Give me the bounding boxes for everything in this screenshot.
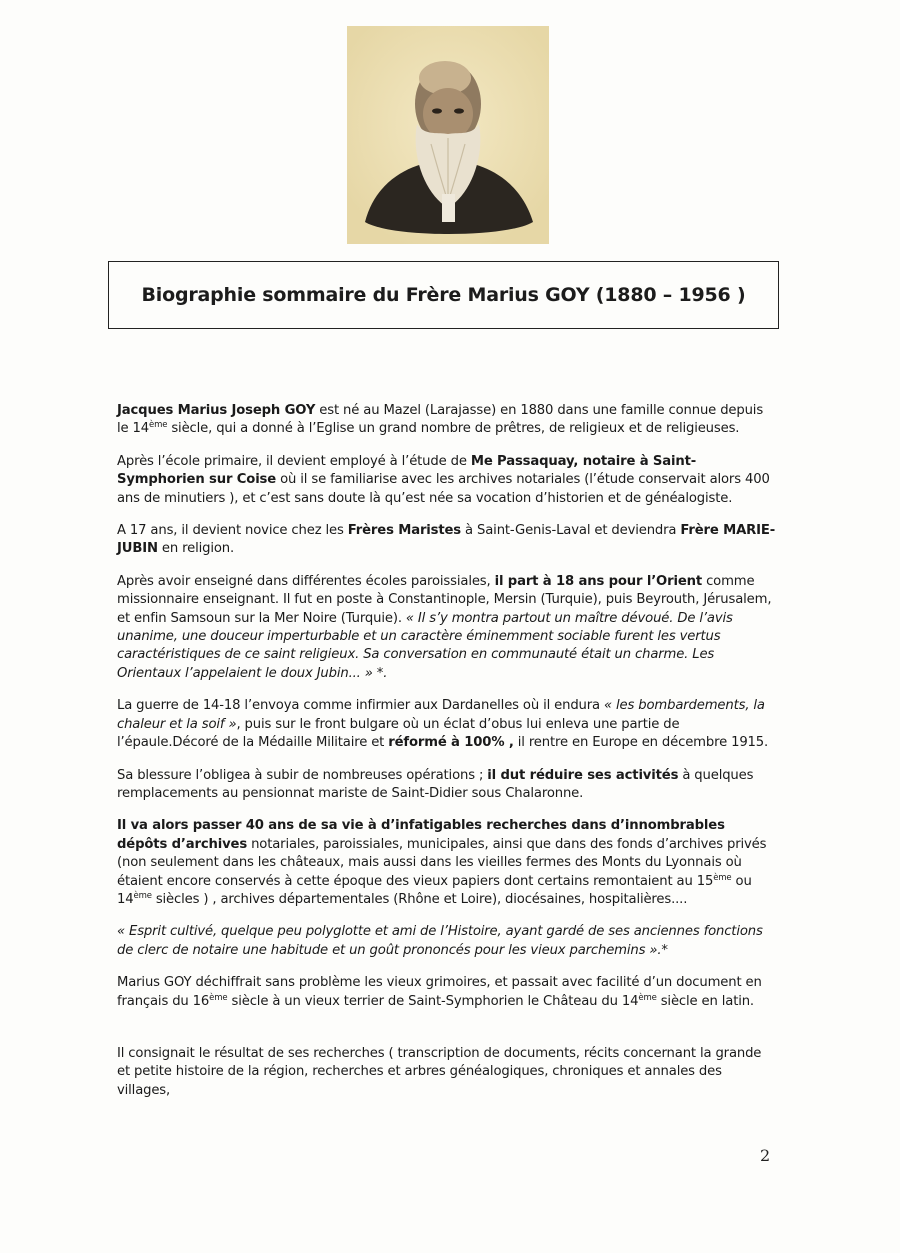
italic-quote: « Il s’y montra partout un maître dévoué. De l’avis unanime, une douceur imperturbable et un caractère éminemment sociable furent les vertus caractéristiques de ce saint religieux. Sa conversation en communauté était un charme. Les Orientaux l’appelaient le doux Jubin... » *. (117, 610, 733, 681)
bold-text: Me Passaquay, notaire à Saint-Symphorien sur Coise (117, 453, 697, 488)
superscript: ème (209, 992, 228, 1003)
bold-text: Frère MARIE-JUBIN (117, 523, 776, 557)
superscript: ème (133, 890, 152, 901)
paragraph-injury (117, 767, 777, 804)
text: Après avoir enseigné dans différentes écoles paroissiales, (117, 573, 495, 589)
paragraph-novice (117, 522, 777, 559)
text: Il consignait le résultat de ses recherches ( transcription de documents, récits concernant la grande et petite histoire de la région, recherches et arbres généalogiques, chroniques et annales des villages, (117, 1045, 762, 1098)
text: A 17 ans, il devient novice chez les (117, 523, 348, 539)
bold-text: réformé à 100% , (388, 735, 514, 751)
text: à Saint-Genis-Laval et deviendra (461, 523, 681, 539)
portrait-photo (347, 26, 549, 244)
text: est né au Mazel (Larajasse) en 1880 dans une famille connue depuis le 14 (117, 403, 764, 437)
bold-text: il part à 18 ans pour l’Orient (494, 573, 703, 589)
text: , puis sur le front bulgare où un éclat d’obus lui enleva une partie de l’épaule.Décoré de la Médaille Militaire et (117, 716, 680, 751)
text: notariales, paroissiales, municipales, ainsi que dans des fonds d’archives privés (non seulement dans les châteaux, mais aussi dans les vieilles fermes des Monts du Lyonnais où étaient encore conservés à cette époque des vieux papiers dont certains remontaient au 15 (117, 836, 767, 889)
text: ou 14 (117, 873, 752, 907)
bold-text: il dut réduire ses activités (487, 767, 679, 783)
paragraph-war (117, 697, 777, 752)
paragraph-records (117, 1045, 777, 1100)
paragraph-orient (117, 573, 777, 683)
bold-text: Frères Maristes (347, 523, 462, 539)
paragraph-notary (117, 453, 777, 508)
portrait-image (347, 26, 549, 244)
text: à quelques remplacements au pensionnat mariste de Saint-Didier sous Chalaronne. (117, 767, 754, 801)
biography-body (117, 402, 777, 1114)
text: où il se familiarise avec les archives notariales (l’étude conservait alors 400 ans de minutiers ), et c’est sans doute là qu’est née sa vocation d’historien et de généalogiste. (117, 472, 770, 506)
superscript: ème (713, 872, 732, 883)
page-number: 2 (760, 1146, 771, 1165)
paragraph-grimoires (117, 974, 777, 1011)
text: La guerre de 14-18 l’envoya comme infirmier aux Dardanelles où il endura (117, 698, 604, 714)
text: en religion. (157, 541, 235, 557)
italic-quote: « Esprit cultivé, quelque peu polyglotte et ami de l’Histoire, ayant gardé de ses anciennes fonctions de clerc de notaire une habitude et un goût prononcés pour les vieux parchemins ».* (117, 924, 763, 958)
paragraph-research (117, 817, 777, 909)
text: siècle, qui a donné à l’Eglise un grand nombre de prêtres, de religieux et de religieuses. (167, 421, 740, 437)
text: siècles ) , archives départementales (Rhône et Loire), diocésaines, hospitalières.... (151, 891, 688, 907)
bold-text: Il va alors passer 40 ans de sa vie à d’infatigables recherches dans d’innombrables dépôts d’archives (117, 818, 725, 852)
superscript: ème (149, 420, 168, 431)
paragraph-birth (117, 402, 777, 439)
text: Marius GOY déchiffrait sans problème les vieux grimoires, et passait avec facilité d’un document en français du 16 (117, 975, 762, 1009)
text: il rentre en Europe en décembre 1915. (513, 735, 769, 751)
document-title: Biographie sommaire du Frère Marius GOY (1880 – 1956 ) (141, 284, 746, 306)
title-box (108, 261, 779, 329)
italic-quote: « les bombardements, la chaleur et la soif » (117, 698, 765, 732)
superscript: ème (638, 992, 657, 1003)
text: siècle en latin. (656, 993, 754, 1009)
text: siècle à un vieux terrier de Saint-Symphorien le Château du 14 (227, 993, 639, 1009)
text: Sa blessure l’obligea à subir de nombreuses opérations ; (117, 767, 488, 783)
paragraph-quote (117, 923, 777, 960)
bold-name: Jacques Marius Joseph GOY (117, 403, 316, 418)
text: Après l’école primaire, il devient employé à l’étude de (117, 453, 471, 469)
text: comme missionnaire enseignant. Il fut en poste à Constantinople, Mersin (Turquie), puis Beyrouth, Jérusalem, et enfin Samsoun sur la Mer Noire (Turquie). (117, 573, 772, 626)
